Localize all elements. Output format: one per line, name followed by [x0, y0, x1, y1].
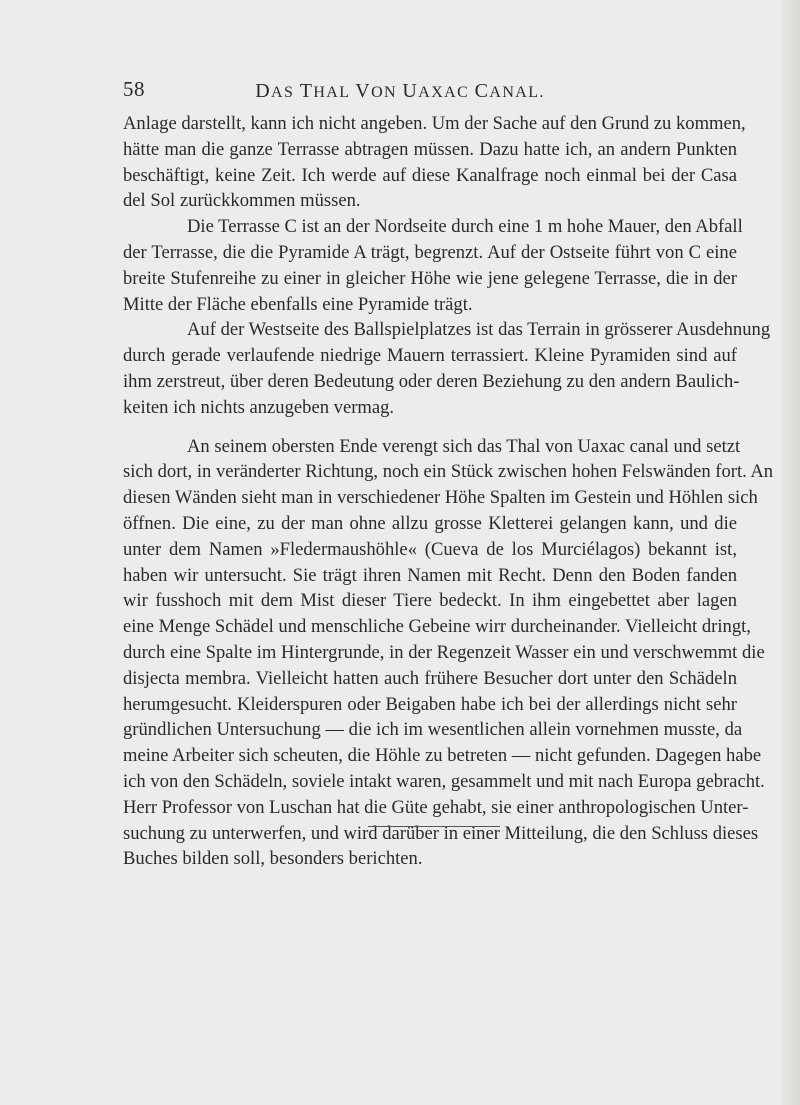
- text-line: ich von den Schädeln, soviele intakt waren, gesammelt und mit nach Europa gebracht.: [123, 770, 765, 792]
- text-line: ihm zerstreut, über deren Bedeutung oder deren Beziehung zu den andern Baulich-: [123, 370, 740, 392]
- text-line: breite Stufenreihe zu einer in gleicher Höhe wie jene gelegene Terrasse, die in der: [123, 267, 737, 289]
- text-line: haben wir untersucht. Sie trägt ihren Namen mit Recht. Denn den Boden fanden: [123, 564, 737, 586]
- paragraph: [123, 111, 746, 214]
- paragraph: [123, 317, 771, 420]
- section-end-rule: [368, 826, 500, 827]
- text-line: der Terrasse, die die Pyramide A trägt, begrenzt. Auf der Ostseite führt von C eine: [123, 241, 737, 263]
- text-line: An seinem obersten Ende verengt sich das Thal von Uaxac canal und setzt: [187, 435, 741, 457]
- text-line: suchung zu unterwerfen, und wird darüber in einer Mitteilung, die den Schluss dieses: [123, 822, 759, 844]
- text-line: meine Arbeiter sich scheuten, die Höhle zu betreten — nicht gefunden. Dagegen habe: [123, 745, 762, 767]
- text-line: Buches bilden soll, besonders berichten.: [123, 848, 423, 870]
- text-line: Anlage darstellt, kann ich nicht angeben. Um der Sache auf den Grund zu kommen,: [123, 113, 746, 134]
- text-line: Mitte der Fläche ebenfalls eine Pyramide trägt.: [123, 293, 473, 315]
- text-line: eine Menge Schädel und menschliche Gebeine wirr durcheinander. Vielleicht dringt,: [123, 616, 751, 638]
- page-edge: [782, 0, 800, 1105]
- text-line: diesen Wänden sieht man in verschiedener Höhe Spalten im Gestein und Höhlen sich: [123, 487, 758, 509]
- paragraph: [123, 214, 743, 317]
- text-line: disjecta membra. Vielleicht hatten auch frühere Besucher dort unter den Schädeln: [123, 667, 737, 689]
- text-line: durch gerade verlaufende niedrige Mauern terrassiert. Kleine Pyramiden sind auf: [123, 345, 737, 367]
- text-line: beschäftigt, keine Zeit. Ich werde auf diese Kanalfrage noch einmal bei der Casa: [123, 164, 737, 186]
- text-line: öffnen. Die eine, zu der man ohne allzu grosse Kletterei gelangen kann, und die: [123, 512, 737, 534]
- text-line: gründlichen Untersuchung — die ich im wesentlichen allein vornehmen musste, da: [123, 719, 743, 741]
- text-line: Herr Professor von Luschan hat die Güte gehabt, sie einer anthropologischen Unter-: [123, 796, 749, 818]
- running-title: DAS THAL VON UAXAC CANAL.: [255, 80, 545, 102]
- text-line: unter dem Namen »Fledermaushöhle« (Cueva de los Murciélagos) bekannt ist,: [123, 538, 737, 560]
- text-line: keiten ich nichts anzugeben vermag.: [123, 396, 395, 418]
- text-line: Auf der Westseite des Ballspielplatzes ist das Terrain in grösserer Ausdehnung: [187, 319, 771, 341]
- text-line: sich dort, in veränderter Richtung, noch ein Stück zwischen hohen Felswänden fort. An: [123, 461, 774, 483]
- text-line: del Sol zurückkommen müssen.: [123, 190, 361, 212]
- text-line: durch eine Spalte im Hintergrunde, in der Regenzeit Wasser ein und verschwemmt die: [123, 641, 765, 663]
- text-line: herumgesucht. Kleiderspuren oder Beigaben habe ich bei der allerdings nicht sehr: [123, 693, 737, 715]
- text-line: Die Terrasse C ist an der Nordseite durch eine 1 m hohe Mauer, den Abfall: [187, 216, 743, 238]
- page-number: 58: [123, 77, 145, 101]
- text-line: wir fusshoch mit dem Mist dieser Tiere bedeckt. In ihm eingebettet aber lagen: [123, 590, 737, 612]
- body-text: [123, 111, 774, 872]
- text-line: hätte man die ganze Terrasse abtragen müssen. Dazu hatte ich, an andern Punkten: [123, 138, 737, 160]
- paragraph: [123, 434, 774, 873]
